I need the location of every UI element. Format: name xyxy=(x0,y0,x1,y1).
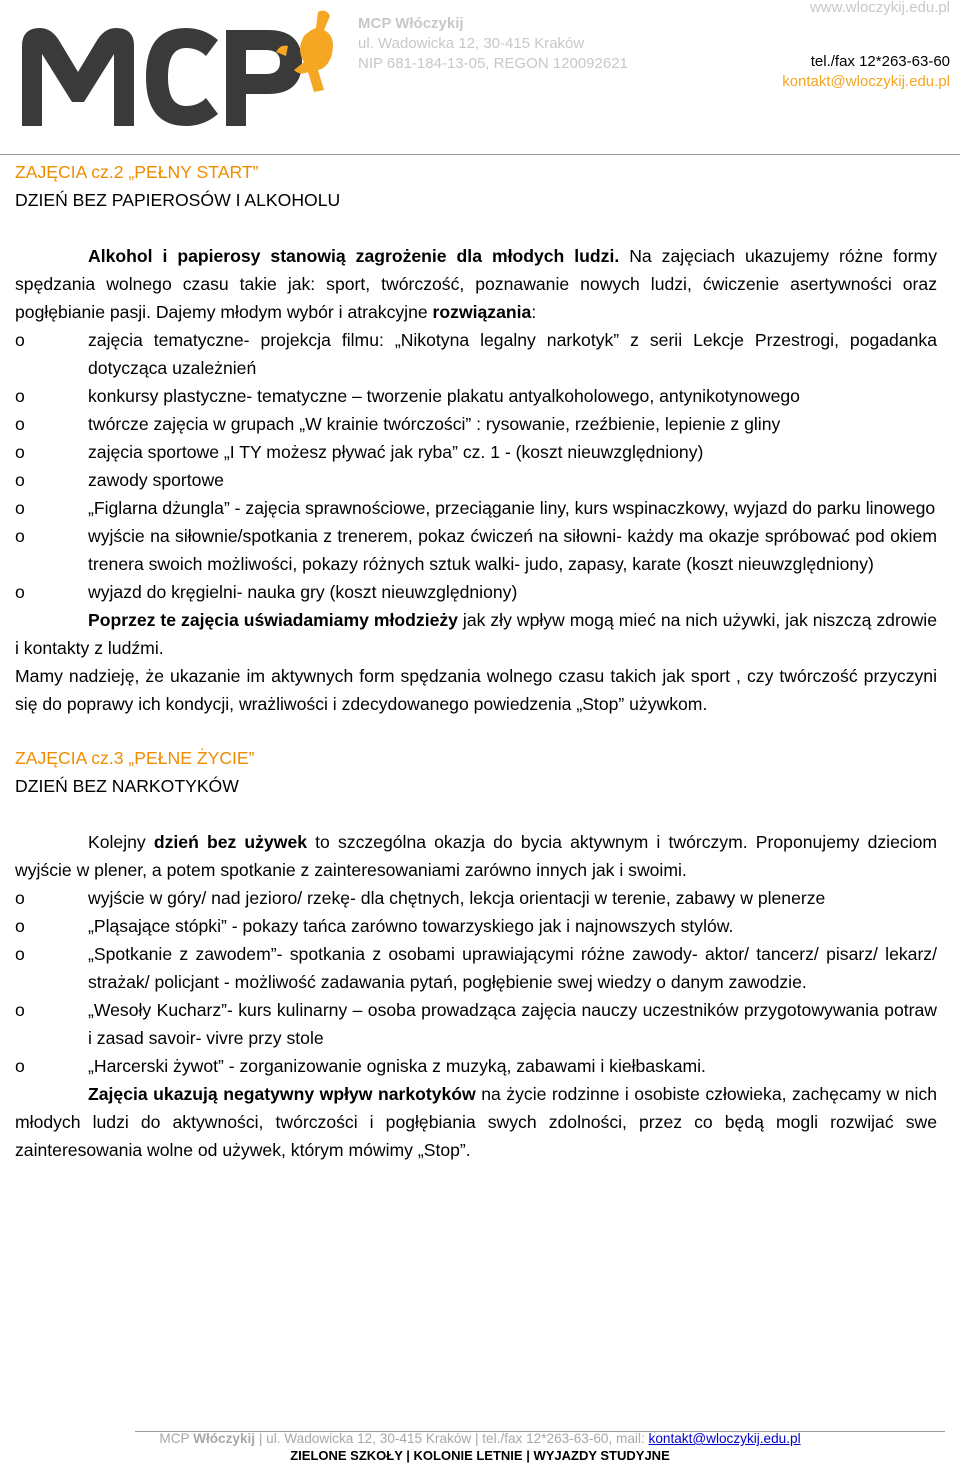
section-2-title: ZAJĘCIA cz.2 „PEŁNY START” xyxy=(15,162,259,182)
list-item xyxy=(15,326,937,382)
list-item xyxy=(15,884,937,912)
mcp-logo xyxy=(18,6,348,134)
intro-end: : xyxy=(531,302,537,322)
bullet: o xyxy=(15,888,25,908)
list-item-text: wyjście na siłownie/spotkania z trenerem, pokaz ćwiczeń na siłowni- każdy ma okazje spróbować pod okiem trenera swoich możliwości, pokazy różnych sztuk walki- judo, zapasy, karate (koszt nieuwzględniony) xyxy=(88,526,937,574)
intro-bold: dzień bez używek xyxy=(153,832,308,852)
list-item xyxy=(15,996,937,1052)
list-item xyxy=(15,940,937,996)
list-item-text: zawody sportowe xyxy=(88,470,224,490)
list-item-text: zajęcia sportowe „I TY możesz pływać jak ryba” cz. 1 - (koszt nieuwzględniony) xyxy=(88,442,704,462)
footer-brand: MCP xyxy=(159,1431,194,1446)
bullet: o xyxy=(15,442,25,462)
company-info xyxy=(358,14,628,74)
bullet: o xyxy=(15,498,25,518)
list-item-text: konkursy plastyczne- tematyczne – tworzenie plakatu antyalkoholowego, antynikotynowego xyxy=(88,386,800,406)
company-name: MCP Włóczykij xyxy=(358,15,464,32)
intro-bold: Alkohol i papierosy stanowią zagrożenie dla młodych ludzi. xyxy=(88,246,620,266)
bullet: o xyxy=(15,916,25,936)
outro-text: jak zły wpływ mogą mieć na nich używki, jak niszczą zdrowie i kontakty z ludźmi. xyxy=(15,610,938,658)
section-2-subtitle: DZIEŃ BEZ PAPIEROSÓW I ALKOHOLU xyxy=(15,190,341,210)
list-item xyxy=(15,522,937,578)
phone-number: tel./fax 12*263-63-60 xyxy=(810,53,950,70)
bullet: o xyxy=(15,582,25,602)
section-3-subtitle: DZIEŃ BEZ NARKOTYKÓW xyxy=(15,776,239,796)
website-link[interactable]: www.wloczykij.edu.pl xyxy=(809,0,950,16)
intro-text: Na zajęciach ukazujemy różne formy spędzania wolnego czasu takie jak: sport, twórczość, poznawanie nowych ludzi, ćwiczenie asertywności oraz pogłębianie pasji. Dajemy młodym wybór i atrakcyjne xyxy=(15,246,937,322)
bullet: o xyxy=(15,944,25,964)
bullet: o xyxy=(15,330,25,350)
list-item xyxy=(15,494,937,522)
page-footer xyxy=(0,1430,960,1464)
intro-a: Kolejny xyxy=(88,832,154,852)
bullet: o xyxy=(15,526,25,546)
intro-bold-2: rozwiązania xyxy=(432,302,532,322)
footer-line-2: ZIELONE SZKOŁY | KOLONIE LETNIE | WYJAZDY STUDYJNE xyxy=(290,1448,670,1463)
footer-brand-name: Włóczykij xyxy=(193,1431,256,1446)
company-address: ul. Wadowicka 12, 30-415 Kraków xyxy=(358,35,585,52)
section-2-list xyxy=(15,326,937,606)
list-item xyxy=(15,912,937,940)
list-item xyxy=(15,466,937,494)
section-3-title: ZAJĘCIA cz.3 „PEŁNE ŻYCIE” xyxy=(15,748,255,768)
section-3-outro xyxy=(15,1080,937,1164)
list-item xyxy=(15,578,937,606)
list-item xyxy=(15,382,937,410)
document-body xyxy=(15,158,937,1164)
bullet: o xyxy=(15,1056,25,1076)
list-item-text: „Harcerski żywot” - zorganizowanie ogniska z muzyką, zabawami i kiełbaskami. xyxy=(88,1056,706,1076)
list-item-text: twórcze zajęcia w grupach „W krainie twórczości” : rysowanie, rzeźbienie, lepienie z gliny xyxy=(88,414,781,434)
bullet: o xyxy=(15,1000,25,1020)
email-link[interactable]: kontakt@wloczykij.edu.pl xyxy=(782,73,950,90)
list-item xyxy=(15,438,937,466)
footer-email-link[interactable]: kontakt@wloczykij.edu.pl xyxy=(648,1431,801,1446)
bullet: o xyxy=(15,470,25,490)
section-2-closing: Mamy nadzieję, że ukazanie im aktywnych form spędzania wolnego czasu takich jak sport , czy twórczość przyczyni się do poprawy ich kondycji, wrażliwości i zdecydowanego powiedzenia „Stop” używkom. xyxy=(15,666,937,714)
page-header xyxy=(0,0,960,156)
list-item-text: wyjazd do kręgielni- nauka gry (koszt nieuwzględniony) xyxy=(88,582,518,602)
section-2-intro xyxy=(15,242,937,326)
list-item-text: „Figlarna dżungla” - zajęcia sprawnościowe, przeciąganie liny, kurs wspinaczkowy, wyjazd do parku linowego xyxy=(88,498,936,518)
bullet: o xyxy=(15,386,25,406)
header-divider xyxy=(0,154,960,155)
list-item-text: „Pląsające stópki” - pokazy tańca zarówno towarzyskiego jak i najnowszych stylów. xyxy=(88,916,734,936)
list-item xyxy=(15,410,937,438)
company-registry: NIP 681-184-13-05, REGON 120092621 xyxy=(358,55,628,72)
section-3-intro xyxy=(15,828,937,884)
footer-address: | ul. Wadowicka 12, 30-415 Kraków | tel./fax 12*263-63-60, mail: xyxy=(255,1431,649,1446)
intro-b: to szczególna okazja do bycia aktywnym i twórczym. Proponujemy dzieciom wyjście w plener, a potem spotkanie z zainteresowaniami zarówno innych jak i swoimi. xyxy=(15,832,938,880)
section-3-list xyxy=(15,884,937,1080)
list-item-text: „Wesoły Kucharz”- kurs kulinarny – osoba prowadząca zajęcia nauczy uczestników przygotowywania potraw i zasad savoir- vivre przy stole xyxy=(88,1000,937,1048)
outro-bold: Zajęcia ukazują negatywny wpływ narkotyków xyxy=(88,1084,476,1104)
contact-info xyxy=(782,0,950,92)
outro-bold: Poprzez te zajęcia uświadamiamy młodzieży xyxy=(88,610,458,630)
section-2-outro xyxy=(15,606,937,662)
list-item xyxy=(15,1052,937,1080)
list-item-text: zajęcia tematyczne- projekcja filmu: „Nikotyna legalny narkotyk” z serii Lekcje Przestrogi, pogadanka dotycząca uzależnień xyxy=(88,330,937,378)
list-item-text: „Spotkanie z zawodem”- spotkania z osobami uprawiającymi różne zawody- aktor/ tancerz/ pisarz/ lekarz/ strażak/ policjant - możliwość zadawania pytań, pogłębienie swej wiedzy o danym zawodzie. xyxy=(88,944,937,992)
bullet: o xyxy=(15,414,25,434)
outro-text: na życie rodzinne i osobiste człowieka, zachęcamy w nich młodych ludzi do aktywności, twórczości i pogłębiania swych zdolności, przez co będą mogli rozwijać swe zainteresowania wolne od używek, którym mówimy „Stop”. xyxy=(15,1084,937,1160)
list-item-text: wyjście w góry/ nad jezioro/ rzekę- dla chętnych, lekcja orientacji w terenie, zabawy w plenerze xyxy=(88,888,826,908)
footer-line-1 xyxy=(0,1430,960,1447)
